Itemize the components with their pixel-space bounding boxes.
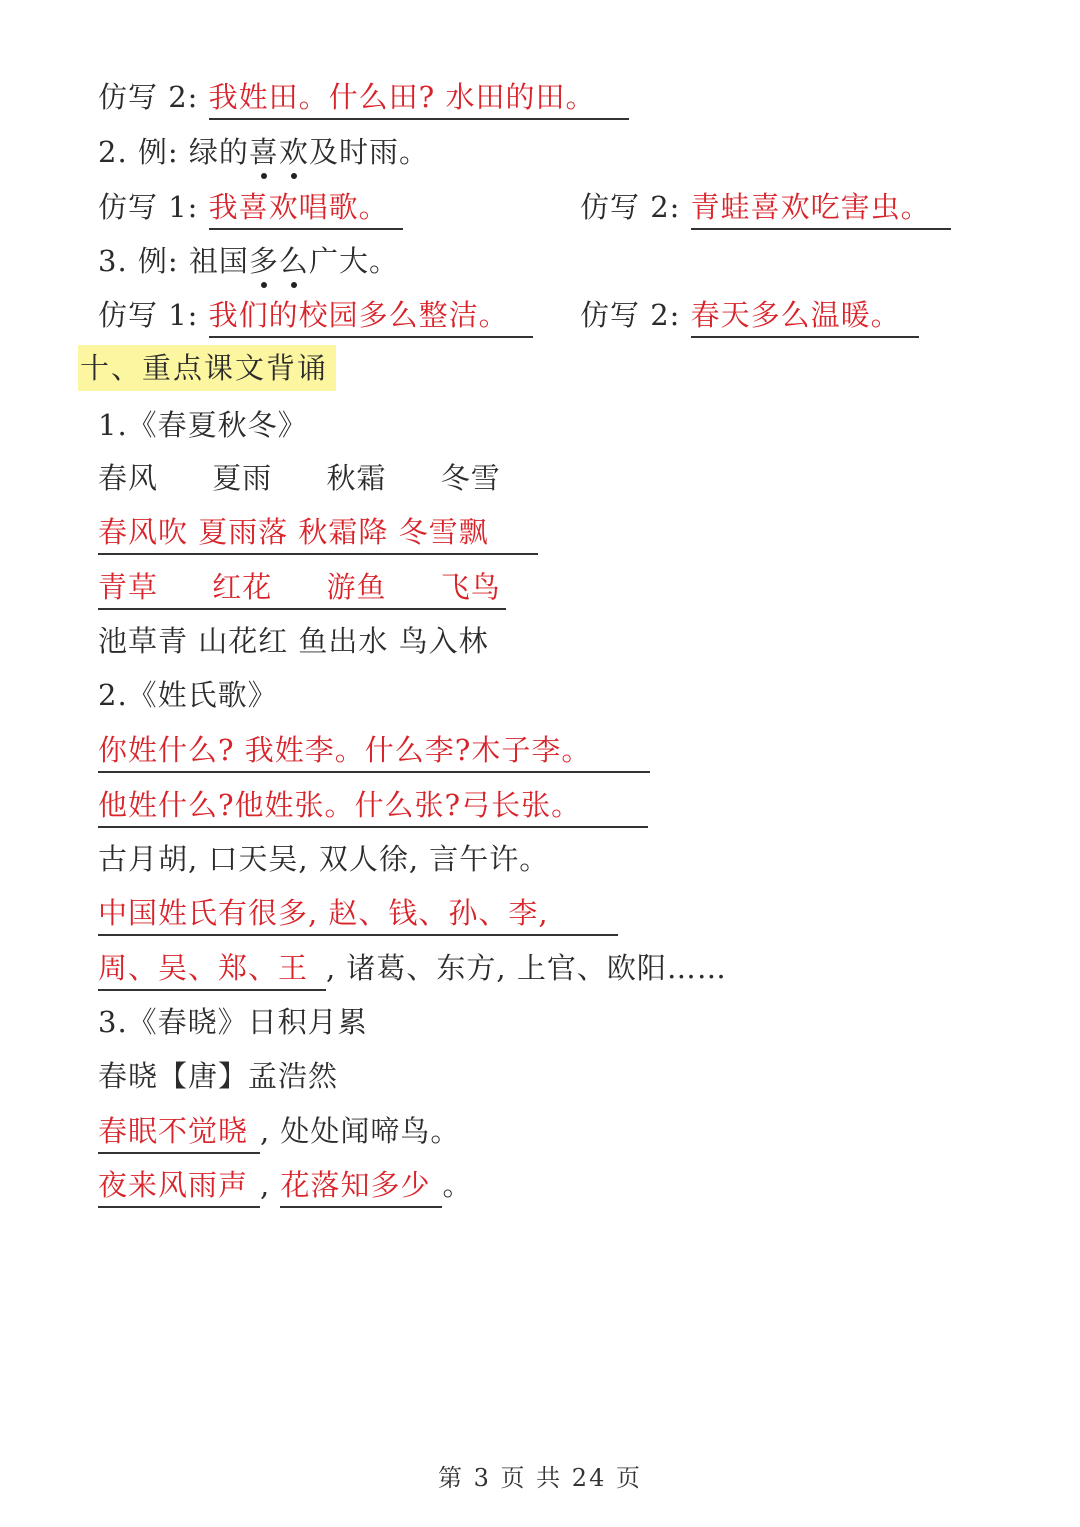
answer-words <box>98 566 506 610</box>
word: 冬雪 <box>440 461 501 495</box>
punctuation: 。 <box>442 1168 473 1202</box>
rewrite-label: 仿写 2: <box>98 80 199 114</box>
word: 夏雨 <box>212 461 273 495</box>
answer-row <box>98 507 538 557</box>
poem-title: 1.《春夏秋冬》 <box>98 408 308 442</box>
answer-text: 中国姓氏有很多, 赵、钱、孙、李, <box>98 892 618 936</box>
answer-row <box>98 780 648 830</box>
poem-text: , 处处闻啼鸟。 <box>260 1114 461 1148</box>
poem-author: 春晓【唐】孟浩然 <box>98 1059 339 1093</box>
word: 红花 <box>212 570 273 604</box>
example-text-post: 广大。 <box>308 244 399 278</box>
emphasis-char: 喜 <box>249 127 279 177</box>
rewrite-line-5 <box>98 290 978 340</box>
example-prefix: 3. 例: <box>98 244 179 278</box>
answer-text: 我喜欢唱歌。 <box>209 186 403 230</box>
emphasis-char: 么 <box>279 236 309 286</box>
answer-text: 你姓什么? 我姓李。什么李?木子李。 <box>98 729 650 773</box>
word: 春风 <box>98 461 159 495</box>
poem-title: 2.《姓氏歌》 <box>98 678 278 712</box>
answer-row <box>98 888 618 938</box>
answer-text: 夜来风雨声 <box>98 1164 260 1208</box>
poem-title: 3.《春晓》日积月累 <box>98 1005 368 1039</box>
answer-text: 春天多么温暖。 <box>691 294 919 338</box>
punctuation: , <box>260 1168 281 1202</box>
poem-line: 古月胡, 口天吴, 双人徐, 言午许。 <box>98 842 550 876</box>
mixed-row <box>98 1160 472 1210</box>
answer-text: 春风吹 夏雨落 秋霜降 冬雪飘 <box>98 511 538 555</box>
answer-text: 花落知多少 <box>280 1164 442 1208</box>
poem-text: , 诸葛、东方, 上官、欧阳…… <box>326 951 727 985</box>
rewrite-label: 仿写 1: <box>98 190 199 224</box>
rewrite-label: 仿写 2: <box>580 190 681 224</box>
answer-text: 我姓田。什么田? 水田的田。 <box>209 76 629 120</box>
example-text-pre: 绿的 <box>188 135 249 169</box>
rewrite-label: 仿写 2: <box>580 298 681 332</box>
example-text-pre: 祖国 <box>188 244 249 278</box>
rewrite-2-group <box>580 182 951 232</box>
answer-row <box>98 562 506 612</box>
rewrite-label: 仿写 1: <box>98 298 199 332</box>
rewrite-line-3 <box>98 182 978 232</box>
example-text-post: 及时雨。 <box>308 135 429 169</box>
word: 飞鸟 <box>440 570 501 604</box>
word: 游鱼 <box>326 570 387 604</box>
rewrite-2-group <box>580 290 919 340</box>
mixed-row <box>98 943 727 993</box>
emphasis-char: 多 <box>249 236 279 286</box>
answer-text: 周、吴、郑、王 <box>98 947 326 991</box>
answer-text: 我们的校园多么整洁。 <box>209 294 533 338</box>
answer-text: 春眠不觉晓 <box>98 1110 260 1154</box>
page-number: 第 3 页 共 24 页 <box>438 1464 642 1492</box>
answer-row <box>98 725 650 775</box>
word: 青草 <box>98 570 159 604</box>
word: 秋霜 <box>326 461 387 495</box>
poem-line: 池草青 山花红 鱼出水 鸟入林 <box>98 624 489 658</box>
answer-text: 他姓什么?他姓张。什么张?弓长张。 <box>98 784 648 828</box>
section-heading: 十、重点课文背诵 <box>78 345 336 391</box>
rewrite-2-line <box>98 72 629 122</box>
example-2 <box>98 127 429 177</box>
example-3 <box>98 236 399 286</box>
word-row <box>98 453 501 503</box>
mixed-row <box>98 1106 460 1156</box>
answer-text: 青蛙喜欢吃害虫。 <box>691 186 951 230</box>
example-prefix: 2. 例: <box>98 135 179 169</box>
emphasis-char: 欢 <box>279 127 309 177</box>
